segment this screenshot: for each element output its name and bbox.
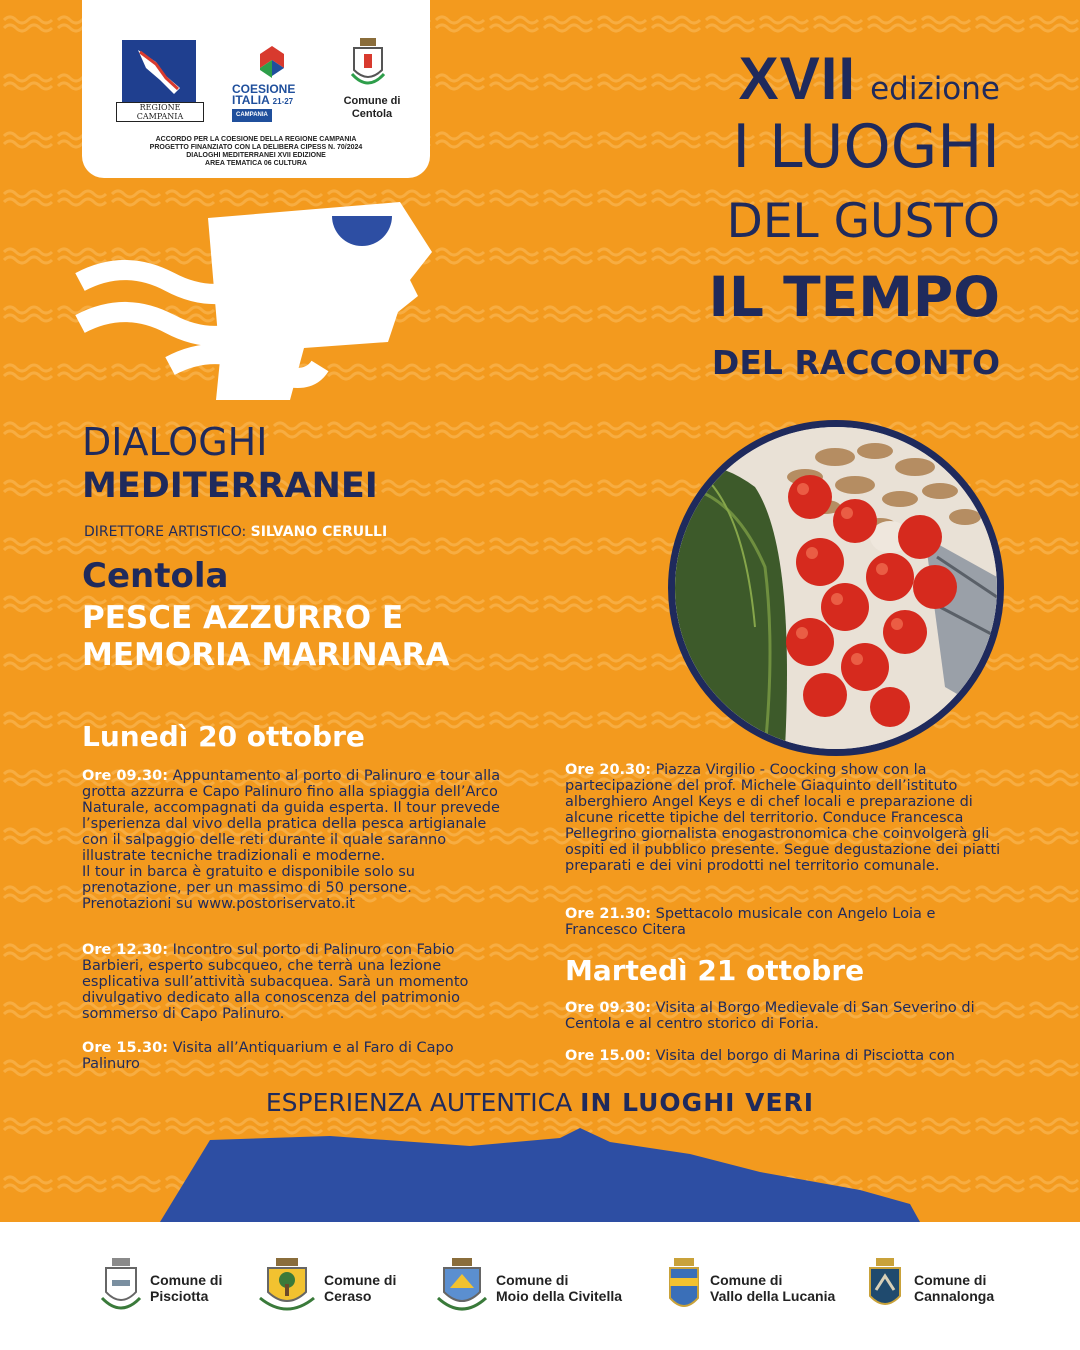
booking-text: Prenotazioni su www.postoriservato.it: [82, 896, 355, 912]
event-text: Spettacolo musicale con Angelo Loia e Francesco Citera: [565, 906, 936, 938]
event-text: Appuntamento al porto di Palinuro e tour alla grotta azzurra e Capo Palinuro fino alla spiaggia dell’Arco Naturale, accompagnati da guida esperta. Il tour prevede l’sperienza dal vivo della pratica della pesca artigianale con il salpaggio delle reti durante il quale saranno illustrate tecniche tradizionali e moderne.: [82, 768, 501, 864]
event-block-2130: [565, 906, 985, 938]
day2-heading: Martedì 21 ottobre: [565, 954, 865, 987]
mountain-silhouette: [0, 1120, 1080, 1222]
footer-label-line1: Comune di: [710, 1272, 783, 1288]
coesione-line1: COESIONE: [232, 82, 296, 96]
title-line4: DEL RACCONTO: [711, 343, 1000, 382]
event-theme: [82, 600, 449, 674]
centola-label: [332, 95, 412, 121]
edition-number: XVII: [738, 45, 857, 112]
centola-line1: Comune di: [343, 95, 401, 107]
event-text: Piazza Virgilio - Coocking show con la partecipazione del prof. Michele Giaquinto dell’istituto alberghiero Angel Keys e di chef locali e preparazione di alcune ricette tipiche del territorio. Conduce Francesca Pellegrino giornalista enogastronomica che coinvolgerà gli ospiti ed il pubblico presente. Segue degustazione dei piatti preparati e dei vini prodotti nel territorio comunale.: [565, 762, 1001, 874]
event-block-d2-1500: [565, 1048, 1005, 1064]
event-theme-line1: PESCE AZZURRO E: [82, 600, 404, 636]
ceraso-crest-icon: [258, 1258, 316, 1318]
centola-crest-icon: [350, 38, 386, 88]
event-block-d2-0930: [565, 1000, 1005, 1032]
moio-crest-icon: [436, 1258, 488, 1318]
vallo-crest-icon: [666, 1258, 702, 1318]
footer-label-line2: Vallo della Lucania: [710, 1288, 836, 1304]
title-line1: I LUOGHI: [732, 112, 1000, 182]
accordo-text: ACCORDO PER LA COESIONE DELLA REGIONE CAMPANIA PROGETTO FINANZIATO CON LA DELIBERA CIPESS N. 70/2024 DIALOGHI MEDITERRANEI XVII EDIZIONE AREA TEMATICA 06 CULTURA: [149, 136, 363, 167]
footer-label-line1: Comune di: [496, 1272, 569, 1288]
coesione-region: CAMPANIA: [232, 109, 272, 122]
footer-comune-moio: [436, 1258, 622, 1318]
pisciotta-crest-icon: [100, 1258, 142, 1318]
event-text: Visita al Borgo Medievale di San Severino di Centola e al centro storico di Foria.: [565, 1000, 975, 1032]
coesione-italia-logo: [252, 42, 292, 82]
footer-label-line1: Comune di: [150, 1272, 223, 1288]
edition-word: edizione: [870, 71, 1000, 107]
event-time: Ore 21.30:: [565, 906, 652, 922]
edition-heading: [739, 44, 1000, 113]
slogan-part1: ESPERIENZA AUTENTICA: [265, 1088, 581, 1117]
slogan: [0, 1088, 1080, 1117]
footer-comune-cannalonga: [864, 1258, 994, 1318]
footer-label-line1: Comune di: [914, 1272, 987, 1288]
footer-label-line1: Comune di: [324, 1272, 397, 1288]
event-text: Visita all’Antiquarium e al Faro di Capo Palinuro: [82, 1040, 454, 1072]
event-time: Ore 12.30:: [82, 942, 169, 958]
footer-label-line2: Ceraso: [324, 1288, 372, 1304]
event-time: Ore 09.30:: [565, 1000, 652, 1016]
brand-line1: DIALOGHI: [82, 420, 268, 464]
event-theme-line2: MEMORIA MARINARA: [82, 637, 450, 673]
coesione-line2-row: [232, 95, 316, 107]
event-block-1530: [82, 1040, 492, 1072]
regione-campania-label: REGIONE CAMPANIA: [116, 102, 204, 122]
food-photo: [668, 420, 1004, 756]
dialoghi-face-logo: [70, 200, 440, 400]
footer-comune-vallo: [666, 1258, 835, 1318]
day1-heading: Lunedì 20 ottobre: [82, 720, 365, 753]
coesione-line2: ITALIA: [232, 93, 270, 107]
event-block-0930: [82, 768, 514, 912]
title-line2: DEL GUSTO: [726, 194, 1000, 249]
footer-label-line2: Moio della Civitella: [496, 1288, 623, 1304]
coesione-italia-text: [232, 84, 316, 122]
footer-comune-pisciotta: [100, 1258, 222, 1318]
coesione-years: 21-27: [272, 97, 294, 106]
event-block-2030: [565, 762, 1005, 874]
event-block-1230: [82, 942, 514, 1022]
event-time: Ore 15.30:: [82, 1040, 169, 1056]
event-text: Incontro sul porto di Palinuro con Fabio Barbieri, esperto subcqueo, che terrà una lezione esplicativa sull’attività subacquea. Sarà un momento divulgativo dedicato alla conoscenza del patrimonio sommerso di Capo Palinuro.: [82, 942, 469, 1022]
event-time: Ore 15.00:: [565, 1048, 652, 1064]
event-place: Centola: [82, 556, 229, 596]
slogan-part2: IN LUOGHI VERI: [580, 1088, 815, 1117]
event-text: Visita del borgo di Marina di Pisciotta con: [651, 1048, 955, 1064]
artistic-director: [84, 524, 387, 540]
event-text: Il tour in barca è gratuito e disponibile solo su prenotazione, per un massimo di 50 persone.: [82, 864, 415, 896]
footer-comune-ceraso: [258, 1258, 396, 1318]
footer-label-line2: Cannalonga: [914, 1288, 995, 1304]
food-illustration: [675, 427, 997, 749]
cannalonga-crest-icon: [864, 1258, 906, 1318]
event-time: Ore 09.30:: [82, 768, 169, 784]
director-label: DIRETTORE ARTISTICO:: [84, 524, 247, 540]
event-time: Ore 20.30:: [565, 762, 652, 778]
centola-line2: Centola: [351, 108, 393, 120]
title-line3: IL TEMPO: [708, 265, 1000, 329]
brand-line2: MEDITERRANEI: [82, 466, 378, 506]
director-name: SILVANO CERULLI: [250, 524, 388, 540]
footer-label-line2: Pisciotta: [150, 1288, 209, 1304]
sponsor-logo-card: [82, 0, 430, 178]
